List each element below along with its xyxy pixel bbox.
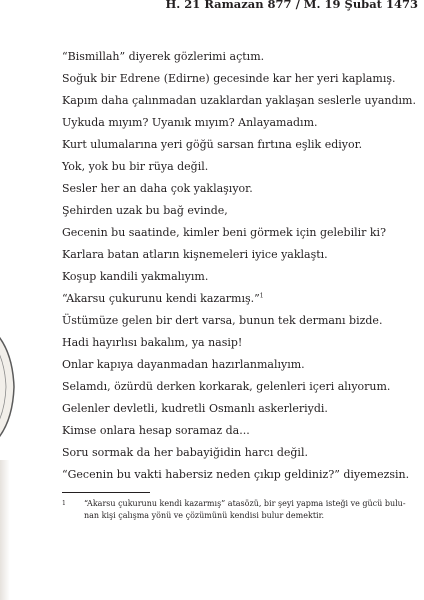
text-line: Kapım daha çalınmadan uzaklardan yaklaşan seslerle uyandım.	[62, 94, 416, 107]
decorative-seal-illustration	[0, 312, 18, 462]
text-line: Koşup kandili yakmalıyım.	[62, 270, 209, 283]
text-line: Hadi hayırlısı bakalım, ya nasip!	[62, 336, 243, 349]
text-line: Kurt ulumalarına yeri göğü sarsan fırtına eşlik ediyor.	[62, 138, 363, 151]
text-line: Uykuda mıyım? Uyanık mıyım? Anlayamadım.	[62, 116, 318, 129]
text-line: “Gecenin bu vakti habersiz neden çıkıp geldiniz?” diyemezsin.	[62, 468, 410, 481]
footnote-divider	[62, 492, 150, 493]
text-line: “Bismillah” diyerek gözlerimi açtım.	[62, 50, 265, 63]
text-line: Şehirden uzak bu bağ evinde,	[62, 204, 228, 217]
text-line: Üstümüze gelen bir dert varsa, bunun tek dermanı bizde.	[62, 314, 383, 327]
text-line: Kimse onlara hesap soramaz da...	[62, 424, 250, 437]
text-line: Selamdı, özürdü derken korkarak, gelenleri içeri alıyorum.	[62, 380, 391, 393]
footnote-text-line: nan kişi çalışma yönü ve çözümünü kendisi bulur demektir.	[84, 511, 325, 520]
page-edge-shadow	[0, 460, 10, 600]
text-line: Sesler her an daha çok yaklaşıyor.	[62, 182, 253, 195]
page-header-date: H. 21 Ramazan 877 / M. 19 Şubat 1473	[165, 0, 418, 11]
footnote-number: 1	[62, 500, 66, 507]
text-line: Gecenin bu saatinde, kimler beni görmek için gelebilir ki?	[62, 226, 386, 239]
text-line: Gelenler devletli, kudretli Osmanlı askerleriydi.	[62, 402, 328, 415]
text-line: Soru sormak da her babayiğidin harcı değil.	[62, 446, 308, 459]
text-line: Karlara batan atların kişnemeleri iyice yaklaştı.	[62, 248, 328, 261]
footnote	[62, 498, 414, 522]
footnote-text-line: “Akarsu çukurunu kendi kazarmış” atasözü, bir şeyi yapma isteği ve gücü bulu-	[84, 499, 406, 508]
text-line: Yok, yok bu bir rüya değil.	[62, 160, 209, 173]
text-line: Soğuk bir Edrene (Edirne) gecesinde kar her yeri kaplamış.	[62, 72, 396, 85]
text-line: Onlar kapıya dayanmadan hazırlanmalıyım.	[62, 358, 305, 371]
text-line: “Akarsu çukurunu kendi kazarmış.”	[62, 292, 260, 305]
footnote-reference[interactable]: 1	[259, 292, 264, 300]
text-line-with-footnote	[62, 292, 264, 306]
